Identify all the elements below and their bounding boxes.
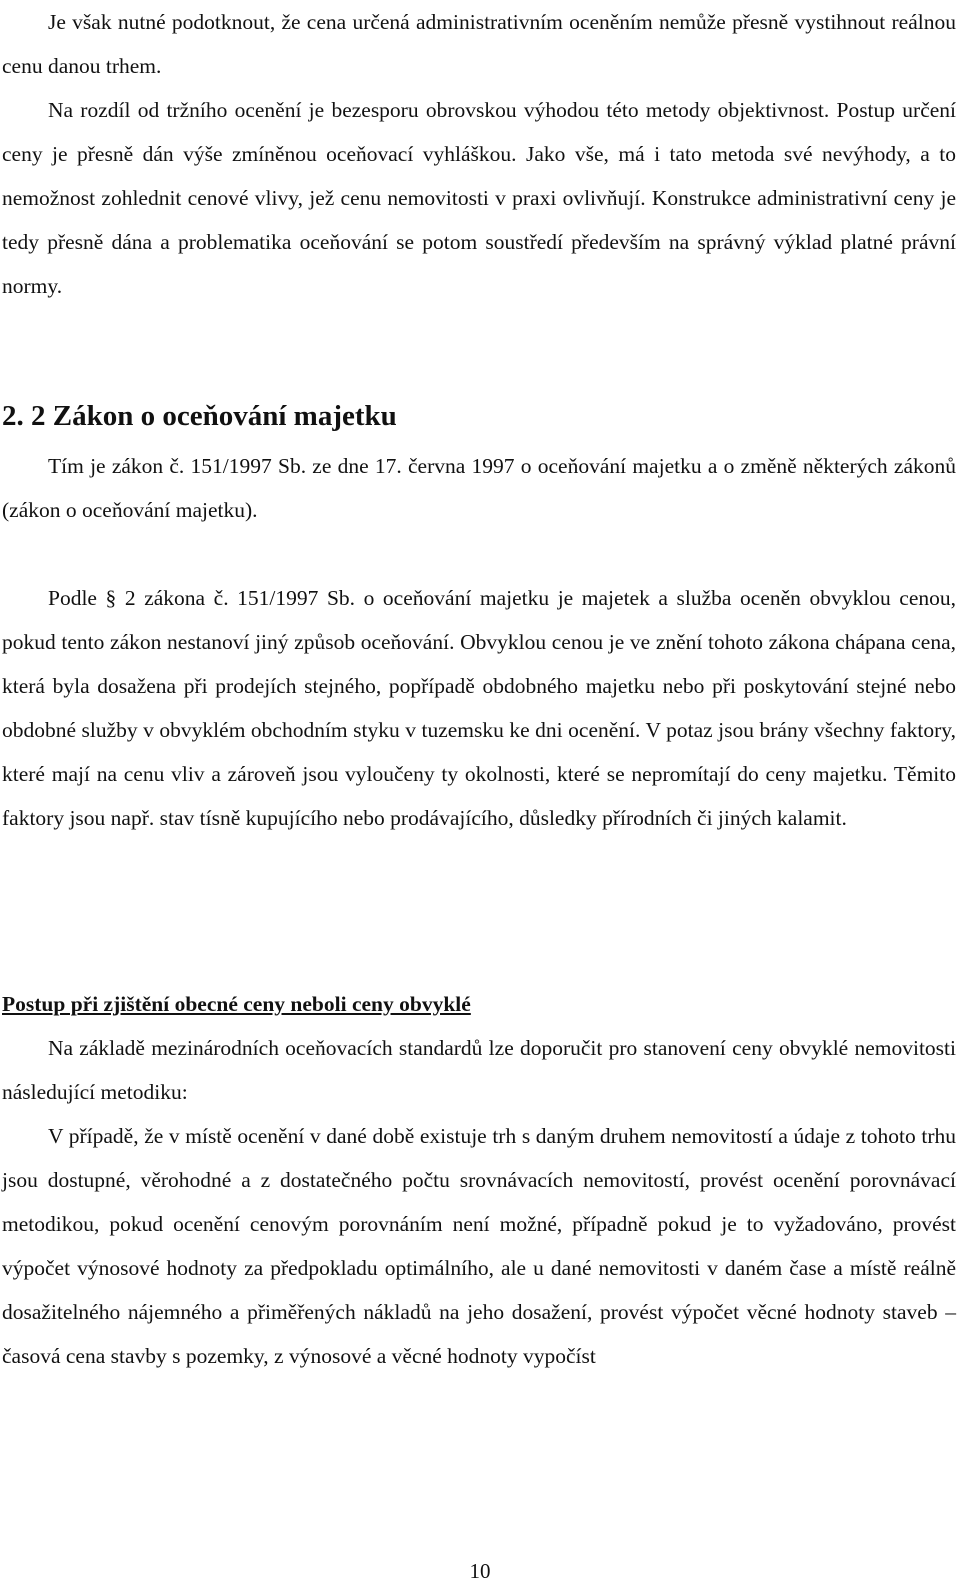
paragraph-international-standards: Na základě mezinárodních oceňovacích standardů lze doporučit pro stanovení ceny obvyklé nemovitosti následující metodiku: <box>2 1036 956 1104</box>
section-text-block <box>2 444 956 840</box>
paragraph-methodology: V případě, že v místě ocenění v dané době existuje trh s daným druhem nemovitostí a údaje z tohoto trhu jsou dostupné, věrohodné a z dostatečného počtu srovnávacích nemovitostí, provést ocenění porovnávací metodikou, pokud ocenění cenovým porovnáním není možné, případně pokud je to vyžadováno, provést výpočet výnosové hodnoty za předpokladu optimálního, ale u dané nemovitosti v daném čase a místě reálně dosažitelného nájemného a přiměřených nákladů na jeho dosažení, provést výpočet věcné hodnoty staveb – časová cena stavby s pozemky, z výnosové a věcné hodnoty vypočíst <box>2 1124 956 1368</box>
intro-text-block <box>2 0 956 308</box>
subsection-heading: Postup při zjištění obecné ceny neboli ceny obvyklé <box>2 992 471 1016</box>
paragraph-market-price-note: Je však nutné podotknout, že cena určená administrativním oceněním nemůže přesně vystihnout reálnou cenu danou trhem. <box>2 10 956 78</box>
page-number: 10 <box>469 1559 491 1583</box>
section-heading: 2. 2 Zákon o oceňování majetku <box>2 400 397 432</box>
subsection-text-block <box>2 1026 956 1378</box>
paragraph-usual-price: Podle § 2 zákona č. 151/1997 Sb. o oceňování majetku je majetek a služba oceněn obvyklou cenou, pokud tento zákon nestanoví jiný způsob oceňování. Obvyklou cenou je ve znění tohoto zákona chápana cena, která byla dosažena při prodejích stejného, popřípadě obdobného majetku nebo při poskytování stejné nebo obdobné služby v obvyklém obchodním styku v tuzemsku ke dni ocenění. V potaz jsou brány všechny faktory, které mají na cenu vliv a zároveň jsou vyloučeny ty okolnosti, které se nepromítají do ceny majetku. Těmito faktory jsou např. stav tísně kupujícího nebo prodávajícího, důsledky přírodních či jiných kalamit. <box>2 586 956 830</box>
paragraph-objectivity: Na rozdíl od tržního ocenění je bezesporu obrovskou výhodou této metody objektivnost. Postup určení ceny je přesně dán výše zmíněnou oceňovací vyhláškou. Jako vše, má i tato metoda své nevýhody, a to nemožnost zohlednit cenové vlivy, jež cenu nemovitosti v praxi ovlivňují. Konstrukce administrativní ceny je tedy přesně dána a problematika oceňování se potom soustředí především na správný výklad platné právní normy. <box>2 98 956 298</box>
paragraph-law-reference: Tím je zákon č. 151/1997 Sb. ze dne 17. června 1997 o oceňování majetku a o změně některých zákonů (zákon o oceňování majetku). <box>2 454 956 522</box>
